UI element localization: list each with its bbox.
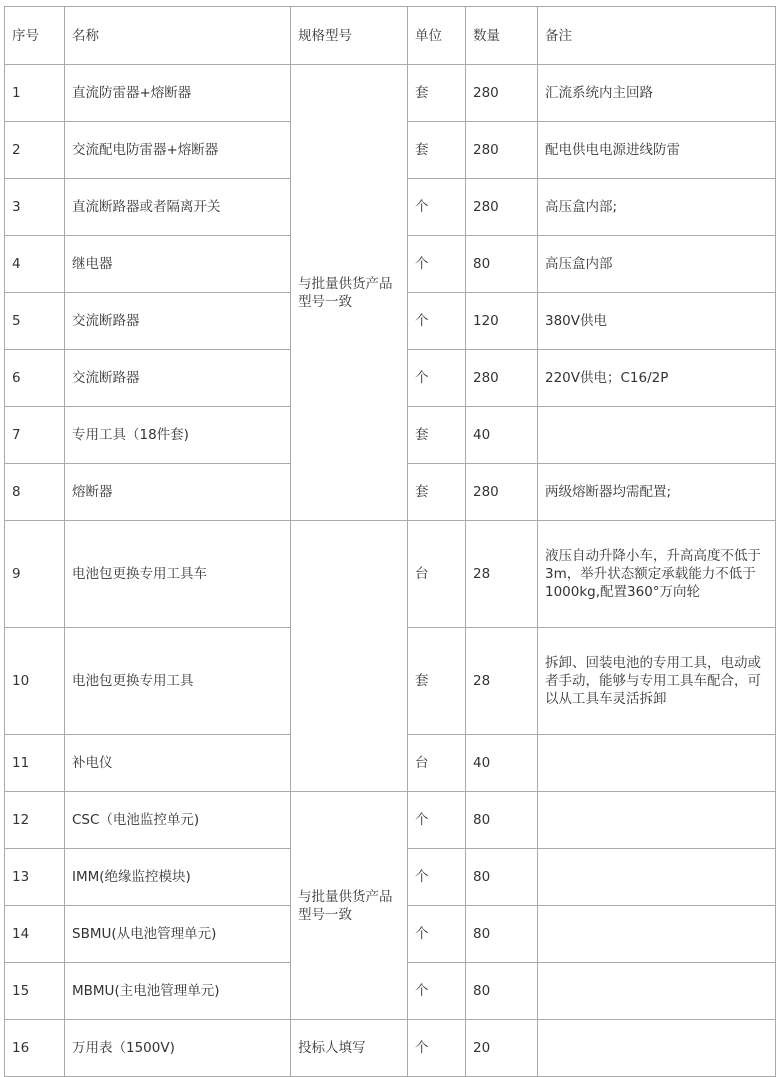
- cell-note: 220V供电；C16/2P: [538, 350, 776, 407]
- cell-name: 交流断路器: [65, 350, 291, 407]
- table-row: [5, 65, 776, 122]
- cell-no: 1: [5, 65, 65, 122]
- cell-no: 13: [5, 849, 65, 906]
- header-row: [5, 7, 776, 65]
- header-qty: 数量: [466, 7, 538, 65]
- cell-unit: 套: [408, 407, 466, 464]
- table-row: [5, 521, 776, 628]
- cell-note: [538, 906, 776, 963]
- cell-qty: 120: [466, 293, 538, 350]
- cell-no: 9: [5, 521, 65, 628]
- header-note: 备注: [538, 7, 776, 65]
- cell-unit: 个: [408, 179, 466, 236]
- cell-no: 16: [5, 1020, 65, 1077]
- cell-qty: 80: [466, 906, 538, 963]
- cell-qty: 80: [466, 236, 538, 293]
- header-no: 序号: [5, 7, 65, 65]
- cell-name: 专用工具（18件套): [65, 407, 291, 464]
- cell-note: [538, 849, 776, 906]
- cell-note: [538, 963, 776, 1020]
- cell-no: 2: [5, 122, 65, 179]
- cell-unit: 套: [408, 122, 466, 179]
- cell-name: 补电仪: [65, 735, 291, 792]
- cell-qty: 280: [466, 350, 538, 407]
- cell-name: 熔断器: [65, 464, 291, 521]
- cell-unit: 台: [408, 521, 466, 628]
- cell-no: 8: [5, 464, 65, 521]
- cell-unit: 套: [408, 464, 466, 521]
- table-row: [5, 792, 776, 849]
- cell-name: 继电器: [65, 236, 291, 293]
- cell-qty: 280: [466, 464, 538, 521]
- cell-note: 汇流系统内主回路: [538, 65, 776, 122]
- cell-qty: 80: [466, 792, 538, 849]
- cell-name: 电池包更换专用工具车: [65, 521, 291, 628]
- cell-unit: 个: [408, 906, 466, 963]
- cell-no: 15: [5, 963, 65, 1020]
- cell-note: 配电供电电源进线防雷: [538, 122, 776, 179]
- cell-unit: 个: [408, 293, 466, 350]
- cell-spec-16: 投标人填写: [291, 1020, 408, 1077]
- cell-unit: 个: [408, 849, 466, 906]
- cell-note: [538, 407, 776, 464]
- cell-note: 380V供电: [538, 293, 776, 350]
- cell-name: CSC（电池监控单元): [65, 792, 291, 849]
- cell-unit: 个: [408, 236, 466, 293]
- cell-name: 万用表（1500V): [65, 1020, 291, 1077]
- cell-qty: 80: [466, 963, 538, 1020]
- cell-qty: 280: [466, 65, 538, 122]
- cell-unit: 套: [408, 628, 466, 735]
- cell-unit: 个: [408, 1020, 466, 1077]
- cell-unit: 套: [408, 65, 466, 122]
- cell-name: IMM(绝缘监控模块): [65, 849, 291, 906]
- cell-no: 3: [5, 179, 65, 236]
- cell-qty: 40: [466, 735, 538, 792]
- cell-no: 6: [5, 350, 65, 407]
- cell-qty: 28: [466, 521, 538, 628]
- cell-note: 两级熔断器均需配置;: [538, 464, 776, 521]
- cell-note: 拆卸、回装电池的专用工具，电动或者手动，能够与专用工具车配合，可以从工具车灵活拆卸: [538, 628, 776, 735]
- cell-no: 5: [5, 293, 65, 350]
- cell-qty: 40: [466, 407, 538, 464]
- cell-no: 14: [5, 906, 65, 963]
- header-unit: 单位: [408, 7, 466, 65]
- table-row: [5, 1020, 776, 1077]
- cell-spec-group-2: 与批量供货产品型号一致: [291, 792, 408, 1020]
- cell-no: 4: [5, 236, 65, 293]
- header-spec: 规格型号: [291, 7, 408, 65]
- cell-note: 液压自动升降小车，升高高度不低于3m，举升状态额定承载能力不低于1000kg,配置360°万向轮: [538, 521, 776, 628]
- cell-note: [538, 1020, 776, 1077]
- cell-unit: 个: [408, 350, 466, 407]
- cell-note: 高压盒内部: [538, 236, 776, 293]
- cell-qty: 28: [466, 628, 538, 735]
- cell-note: [538, 735, 776, 792]
- cell-name: 直流防雷器+熔断器: [65, 65, 291, 122]
- cell-no: 11: [5, 735, 65, 792]
- cell-name: SBMU(从电池管理单元): [65, 906, 291, 963]
- cell-unit: 个: [408, 792, 466, 849]
- cell-qty: 280: [466, 122, 538, 179]
- cell-name: 电池包更换专用工具: [65, 628, 291, 735]
- cell-spec-empty: [291, 521, 408, 792]
- cell-no: 10: [5, 628, 65, 735]
- cell-no: 7: [5, 407, 65, 464]
- cell-name: 直流断路器或者隔离开关: [65, 179, 291, 236]
- equipment-spec-table: [4, 6, 776, 1077]
- cell-unit: 台: [408, 735, 466, 792]
- cell-name: MBMU(主电池管理单元): [65, 963, 291, 1020]
- cell-no: 12: [5, 792, 65, 849]
- cell-note: [538, 792, 776, 849]
- cell-qty: 80: [466, 849, 538, 906]
- cell-qty: 280: [466, 179, 538, 236]
- cell-name: 交流断路器: [65, 293, 291, 350]
- header-name: 名称: [65, 7, 291, 65]
- cell-note: 高压盒内部;: [538, 179, 776, 236]
- cell-spec-group-1: 与批量供货产品型号一致: [291, 65, 408, 521]
- cell-qty: 20: [466, 1020, 538, 1077]
- cell-name: 交流配电防雷器+熔断器: [65, 122, 291, 179]
- cell-unit: 个: [408, 963, 466, 1020]
